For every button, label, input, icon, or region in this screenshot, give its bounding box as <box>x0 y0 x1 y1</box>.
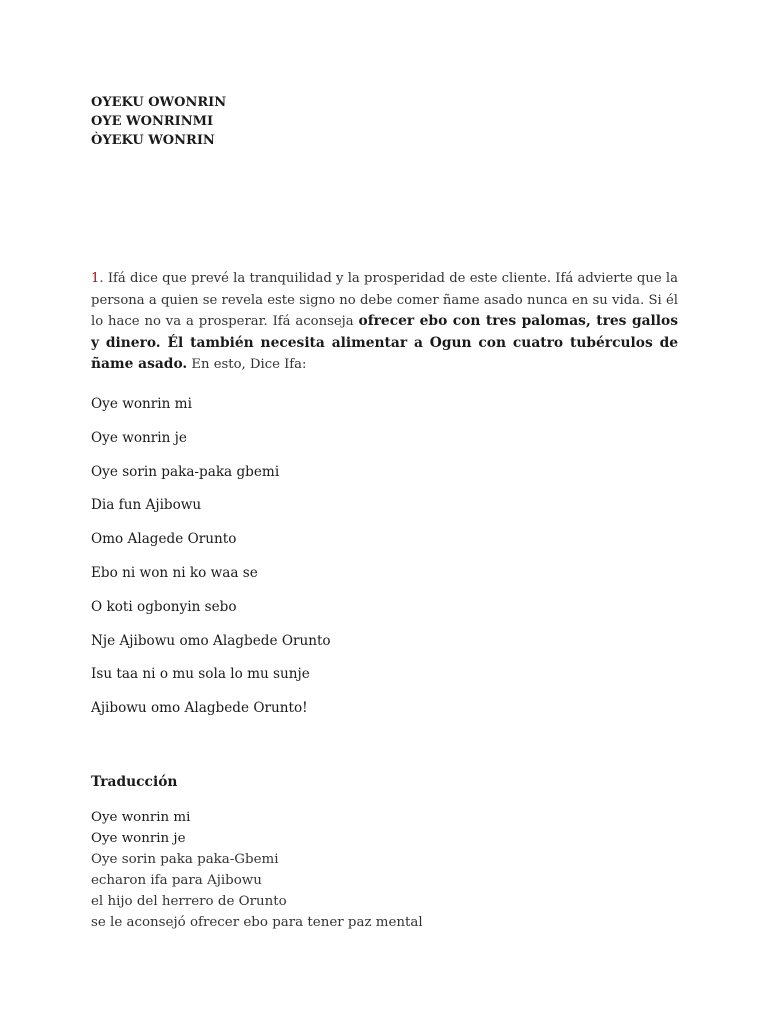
verse-line: Dia fun Ajibowu <box>91 497 202 514</box>
title-line: OYE WONRINMI <box>91 114 214 129</box>
translation-list <box>91 807 423 933</box>
intro-paragraph <box>91 268 678 376</box>
intro-text-end: En esto, Dice Ifa: <box>187 357 307 373</box>
title-line: OYEKU OWONRIN <box>91 95 227 110</box>
paragraph-number: 1. <box>91 271 104 286</box>
translation-heading: Traducción <box>91 774 178 790</box>
translation-line: se le aconsejó ofrecer ebo para tener paz mental <box>91 915 423 930</box>
translation-line: Oye wonrin mi <box>91 810 191 825</box>
verse-line: Oye wonrin je <box>91 429 187 446</box>
translation-line: Oye sorin paka paka-Gbemi <box>91 852 279 867</box>
translation-line: echaron ifa para Ajibowu <box>91 873 262 888</box>
signo-titles <box>91 93 226 150</box>
translation-line: Oye wonrin je <box>91 831 186 846</box>
intro-text: Ifá dice que prevé la tranquilidad y la prosperidad de este cliente. Ifá advierte que la persona a quien se revela este signo no debe comer ñame asado nunca en su vida. Si él lo hace no va a prosperar. Ifá aconseja <box>91 271 678 330</box>
intro-bold-text: ofrecer ebo con tres palomas, tres gallos y dinero. Él también necesita alimentar a Ogun con cuatro tubérculos de ñame asado. <box>91 313 678 373</box>
verse-line: Omo Alagede Orunto <box>91 531 237 548</box>
verse-line: Oye wonrin mi <box>91 396 192 412</box>
verse-line: Nje Ajibowu omo Alagbede Orunto <box>91 632 331 649</box>
title-line: ÒYEKU WONRIN <box>91 133 215 148</box>
verse-line: Isu taa ni o mu sola lo mu sunje <box>91 666 310 683</box>
verse-line: Oye sorin paka-paka gbemi <box>91 463 280 480</box>
verse-line: Ajibowu omo Alagbede Orunto! <box>91 700 308 717</box>
verse-line: Ebo ni won ni ko waa se <box>91 564 258 581</box>
translation-line: el hijo del herrero de Orunto <box>91 894 287 909</box>
verse-list <box>91 394 331 732</box>
verse-line: O koti ogbonyin sebo <box>91 598 237 615</box>
